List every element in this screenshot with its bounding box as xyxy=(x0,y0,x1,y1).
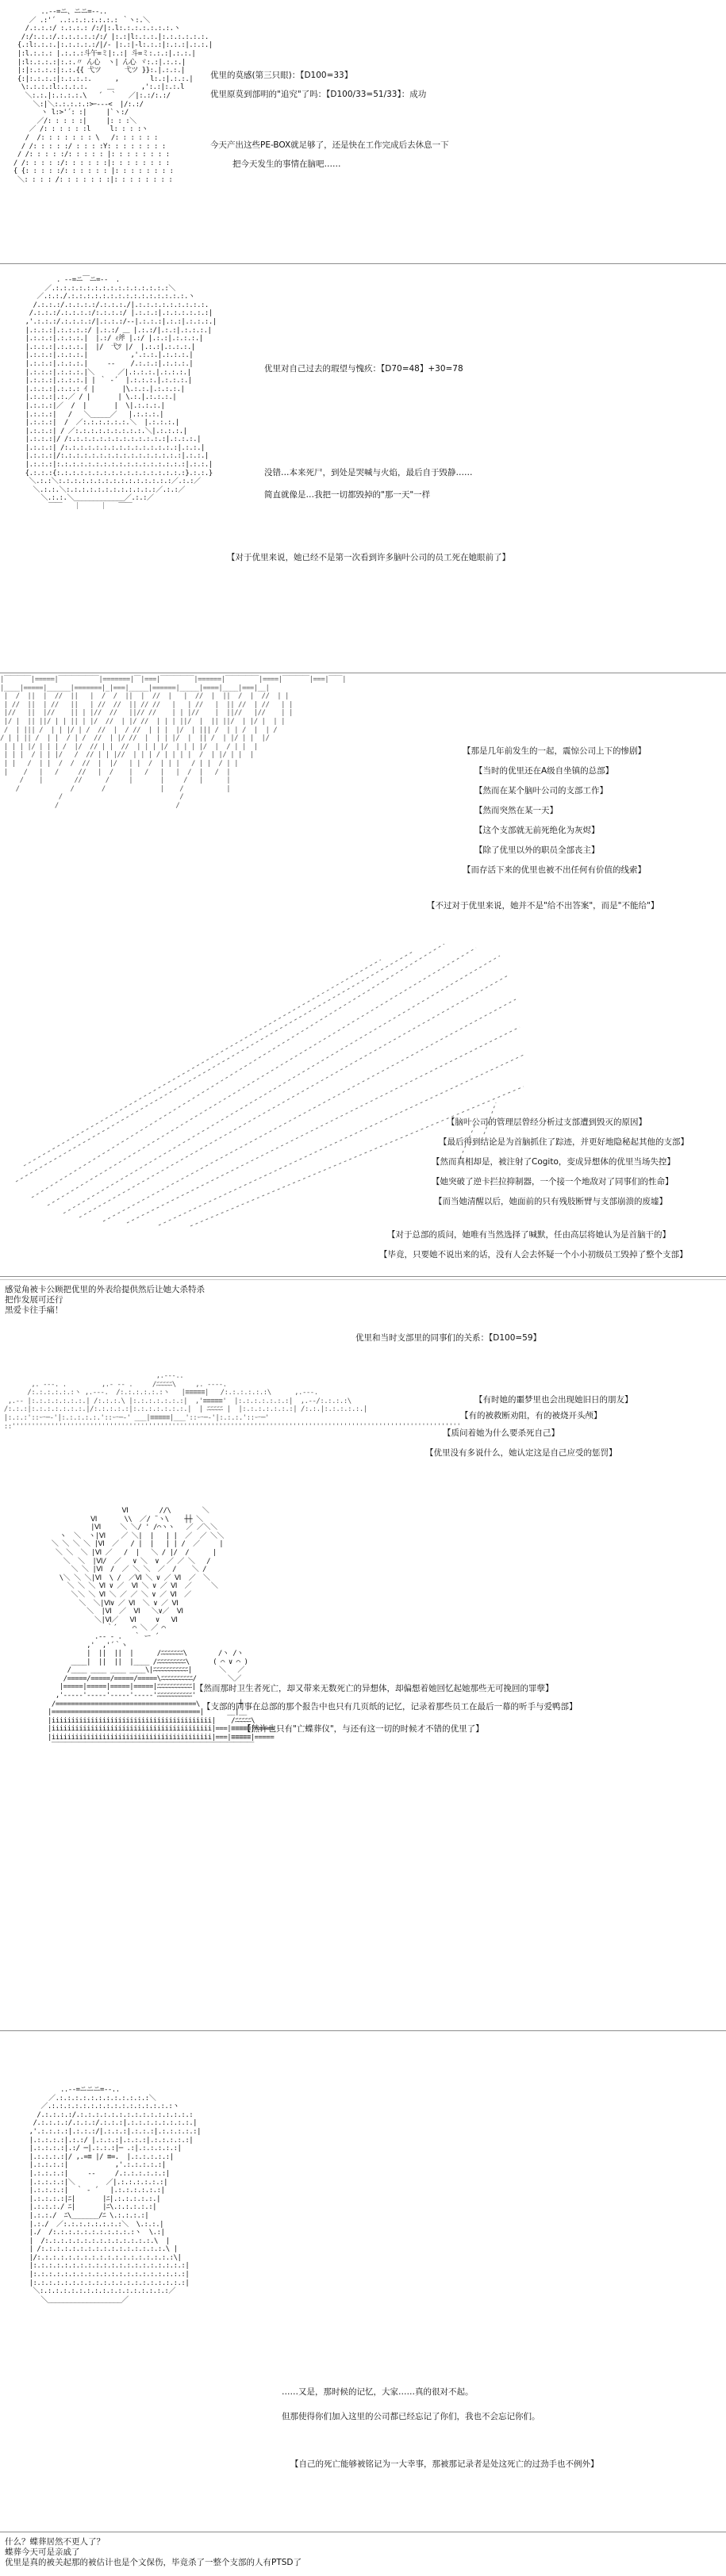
p4-caption-1: 感觉角被卡公顾把优里的外表给提供然后让她大杀特杀 xyxy=(5,1285,205,1294)
ascii-art-funeral-butterflies: Ⅵ //\ ＼ Ⅵ \\ ／/ ¨ヽ\ ┼┼ ＼ |Ⅵ ＼ ＼/ ' /⌒ヽヽ ／ ／＼＼ ヽ ＼ ヽ|Ⅵ ／ ＼| | | | ／ ／ ＼＼ ＼ ＼ ＼ ＼ |Ⅵ ／ / | | | | / ／ | ＼ ＼ ＼ |Ⅵ ／ / | ＼ / |/ / | ＼ ＼ |Ⅵ/ ／ ∨ ＼ ∨ ／ ／ ＼ / ＼ ＼ |Ⅵ / ／ ＼ ＼ ／ / ＼ / \＼ ＼ ＼|Ⅵ \ / ／Ⅵ ＼ ∨ ／ Ⅵ ／ ＼ ＼ ＼ ＼ Ⅵ ∨ ／ Ⅵ ＼ ∨ ／ Ⅵ ／ ＼ ＼＼ ＼ Ⅵ ＼ ／ ／ ＼ ∨ ／ Ⅵ ／ ＼ ＼|Ⅵ∨ ／ Ⅵ ＼ ∨ ／ Ⅵ ＼ |Ⅵ ／ Ⅵ ＼∨／ Ⅵ ＼|Ⅵ／ Ⅵ ∨ Ⅵ ｀´ ⌒ ＼ ／ ⌒ .-‐ - . ｀ ー ´ ,' ,'´｀ヽ | || || | /ﾆﾆﾆﾆﾆﾆﾆ\ /ヽ /ヽ ____| || || |____ /ﾆﾆﾆﾆﾆﾆﾆﾆﾆ\ ( ⌒ ∨ ⌒ ) /____ ____ ____ ____\|ﾆﾆﾆﾆﾆﾆﾆﾆﾆﾆﾆ| ＼ ／ /=====/=====/=====/=====\ﾆﾆﾆﾆﾆﾆﾆﾆﾆﾆ/ ＼／ |=====|=====|=====|=====|ﾆﾆﾆﾆﾆﾆﾆﾆﾆﾆﾆ| ,'-----'-----'-----'-----'ﾆﾆﾆﾆﾆﾆﾆﾆﾆﾆﾆ' /====================================\ ┼ |======================================| __|__ |iiiiiiiiiiiiiiiiiiiiiiiiiiiiiiiiiiiiiiiii| /ﾆﾆﾆﾆﾆ\ |iiiiiiiiiiiiiiiiiiiiiiiiiiiiiiiiiiiiiiiii|===|≡≡≡≡≡|===== |iiiiiiiiiiiiiiiiiiiiiiiiiiiiiiiiiiiiiiiii|===|≡≡≡≡≡|===== ￣￣￣￣￣￣￣￣￣￣￣￣￣￣￣￣￣￣￣￣￣￣￣￣￣￣￣￣￣￣ xyxy=(48,1507,275,1750)
ascii-art-yuri-mourning: ..-‐=ニニニ=‐-.. ／.:.:.:.:.:.:.:.:.:.:.:.:＼ ／.:.:.:.:.:.:.:.:.:.:.:.:.:.:.:.:ヽ /.:.:.:.:/.:.:.:.:.:.:.:.:.:.:.:.:.:.:.: /.:.:.:.:/.:.:.:/.:.:.:|.:.:.:.:.:.:.:.:.| ,'.:.:.:.:|.:.:.:/|.:.:.:|.:.:.:|.:.:.:.:.:| |.:.:.:.:|.:.:/ |.:.:.:|.:.:.:|.:.:.:.:.:| |.:.:.:.:|.:/ ─|.:.:.:|─ .:|.:.:.:.:.:| |.:.:.:.:|/ ,.=≡ |/ ≡=. |.:.:.:.:.:| |.:.:.:.:| ,'.:.:.:.:.:| |.:.:.:.:| ‐‐ /.:.:.:.:.:.:| |.:.:.:.:|＼ ／|.:.:.:.:.:.:| |.:.:.:.:| ｀ ‐ ´ |.:.:.:.:.:.:| |.:.:.:.:|ﾆ| |ﾆ|.:.:.:.:.:.| |.:.:.:./ ﾆ| |ﾆ\.:.:.:.:.:| |.:.:./ ﾆ\_______/ﾆ \.:.:.:.:| |.:./ ／:.:.:.:.:.:.:.:＼ \.:.:.| |./ /:.:.:.:.:.:.:.:.:.:.:ヽ \.:| | /:.:.:.:.:.:.:.:.:.:.:.:.:.:.\ | | /:.:.:.:.:.:.:.:.:.:.:.:.:.:.:.:.\ | |/:.:.:.:.:.:.:.:.:.:.:.:.:.:.:.:.:.:\| |:.:.:.:.:.:.:.:.:.:.:.:.:.:.:.:.:.:.:.:| |:.:.:.:.:.:.:.:.:.:.:.:.:.:.:.:.:.:.:.:| |:.:.:.:.:.:.:.:.:.:.:.:.:.:.:.:.:.:.:.:| ＼:.:.:.:.:.:.:.:.:.:.:.:.:.:.:.:.:／ ＼___________________／ xyxy=(29,2086,202,2304)
p4-caption-3: 黑爱卡往手痛！ xyxy=(5,1305,63,1315)
p4-line-1: 【脑叶公司的管理层曾经分析过支部遭到毁灭的原因】 xyxy=(447,1117,647,1127)
p5-line-2: 【有时她的噩梦里也会出现她旧日的朋友】 xyxy=(474,1395,633,1405)
p4-line-5: 【而当她清醒以后，她面前的只有残肢断臂与支部崩溃的废墟】 xyxy=(434,1197,667,1206)
p6-line-2: 【支部的同事在总部的那个报告中也只有几页纸的记忆，记录着那些员工在最后一幕的听手与爱鸭部】 xyxy=(202,1702,578,1712)
p3-line-6: 【除了优里以外的职员全部丧主】 xyxy=(474,845,600,855)
p2-line-2: 没错…本来死尸，到处是哭喊与火焰，最后自于毁静…… xyxy=(264,468,473,477)
panel-5 xyxy=(0,1317,726,1491)
p1-line-1: 优里的莫感(第三只眼)：【D100=33】 xyxy=(210,71,353,80)
p4-line-4: 【她突破了逆卡拦拉抑制器，一个接一个地敌对了同事们的性命】 xyxy=(432,1177,674,1186)
p4-line-2: 【最后得到结论是为首脑抓住了踪迹，并更好地隐秘起其他的支部】 xyxy=(439,1137,689,1147)
p3-line-4: 【然而突然在某一天】 xyxy=(474,806,558,815)
divider xyxy=(0,1276,726,1277)
panel-1 xyxy=(0,0,726,258)
p5-line-5: 【优里没有多说什么，她认定这是自己应受的惩罚】 xyxy=(425,1448,617,1458)
ascii-art-yuri-crouching: . -‐=ニ￣ニ=‐- . ／.:.:.:.:.:.:.:.:.:.:.:.:.:.:.:＼ ／.:.:./.:.:.:.:.:.:.:.:.:.:.:.:.:.:.:.ヽ /.:.:.:/.:.:.:.:/.:.:.:./|.:.:.:.:.:.:.:.:.:. /.:.:.:/.:.:.:.:/:.:.:.:/ |.:.:.:|.:.:.:.:.:.:| ,'.:.:.:/.:.:.:.:/|.:.:.:/‐-|.:.:.:|.:.:|.:.:.:.| |.:.:.:|.:.:.:.:/ |.:.:/ ＿ |.:.:/|.:.:|.:.:.:.| |.:.:.:|.:.:.:.| |.:/ ｨ斧 |.:/ |.:.:|.:.:.:.| |.:.:.:|.:.:.:.| |/ 弋ﾂ |/ |.:.:|.:.:.:.| |.:.:.:|.:.:.:.| ,'.:.:.|.:.:.:.| |.:.:.:|.:.:.:.| -‐ /.:.:.:|.:.:.:.| |.:.:.:|.:.:.:.|＼ ／|.:.:.:.|.:.:.:.| |.:.:.:|.:.:.:.| | ｀ -´ |.:.:.:.|.:.:.:.| |.:.:.:|.:.:.: ｲ | |\.:.:.|.:.:.:.| |.:.:.:|.:.／ / | | \.:.|.:.:.:.| |.:.:.:|／ / | | \|.:.:.:.| |.:.:.:| / ＼_____／ |.:.:.:.| |.:.:.:| / ／:.:.:.:.:.:.＼ |.:.:.:.| |.:.:.:| / ／:.:.:.:.:.:.:.:.:.＼|.:.:.:.| |.:.:.:|/ /:.:.:.:.:.:.:.:.:.:.:.:.:|.:.:.:.| |.:.:.:| /:.:.:.:.:.:.:.:.:.:.:.:.:.:.:|.:.:.| |.:.:.:|/:.:.:.:.:.:.:.:.:.:.:.:.:.:.:.:|.:.:.| |.:.:.:|:.:.:.:.:.:.:.:.:.:.:.:.:.:.:.:.:|.:.:.| {.:.:.:{:.:.:.:.:.:.:.:.:.:.:.:.:.:.:.:.:}.:.:.} ＼.:.:＼:.:.:.:.:.:.:.:.:.:.:.:.:.:.:／.:.:／ ＼.:.:.＼:.:.:.:.:.:.:.:.:.:.:.:／.:.:／ ＼.:.:.＼_____________／.:.:／ ￣￣ ｜ ｜ ￣￣ xyxy=(25,276,217,512)
p4-caption-2: 把作发展可还行 xyxy=(5,1295,63,1305)
p7-line-2: 但那使得你们加入这里的公司都已经忘记了你们，我也不会忘记你们。 xyxy=(282,2412,540,2421)
p7-caption-3: 优里是真的被关起那的被估计也是个文保伤，毕竟杀了一整个支部的人有PTSD了 xyxy=(5,2558,302,2567)
p5-line-4: 【质问着她为什么要杀死自己】 xyxy=(443,1428,559,1438)
ascii-art-ruined-ceiling: |￣￣￣￣|=====|￣￣￣￣￣￣|=======|￣|===|￣￣￣￣￣|======|￣￣￣￣￣|====|￣￣￣￣|===|￣￣| |____|=====|______|=======|_|===|_____|======|_____|====|____|===|__| | / || | // || | / / || | // | | // | || / | // | | | // || | // || | // // || // // | | // | || // | // | | |// || |// || | |// // ||// // | | |// | ||// |// | | |/ | || ||/ | | || | |/ // | |/ // | | | ||/ | || ||/ | |/ | | | / | ||| / | | |/ | / // | / // | | | |/ | ||| / | | / | | / / | | || / | | / | / // | |/ // | | | |/ | || / | |/ | | |/ | | | |/ | | | / |/ // | | // | | | |/ | | | |/ | / | | | | | | / | | |/ / // | | |// | | | / | | | | / | |/ | | | | | / | | / / // | |/ | | / | | | / | | / | | | / | / // | / | / | | / | / | / | // / | | / | | / / / | / | / / / / xyxy=(0,676,347,810)
p4-line-3: 【然而真相却是，被注射了Cogito，变成异想体的优里当场失控】 xyxy=(432,1157,675,1167)
p7-line-3: 【自己的死亡能够被铭记为一大幸事，那被那记录者是处这死亡的过劲手也不例外】 xyxy=(290,2459,599,2469)
p3-line-5: 【这个支部就无前死绝化为灰烬】 xyxy=(474,826,600,835)
p3-line-8: 【不过对于优里来说，她并不是"给不出答案"，而是"不能给"】 xyxy=(427,901,659,910)
p3-line-2: 【当时的优里还在A级自坐镇的总部】 xyxy=(474,766,614,776)
p3-line-7: 【而存活下来的优里也被不出任何有价值的线索】 xyxy=(463,865,646,875)
panel-7 xyxy=(0,2038,726,2576)
divider xyxy=(0,2030,726,2031)
p1-line-3: 今天产出这些PE-BOX就足够了，还是快在工作完成后去休息一下 xyxy=(210,140,449,150)
p2-line-1: 优里对自己过去的瑕望与愧疚：【D70=48】+30=78 xyxy=(264,364,463,374)
p5-line-3: 【有的被救断劝阻，有的被烧开头颅】 xyxy=(460,1411,602,1420)
divider xyxy=(0,263,726,264)
ascii-art-nightmare-crowd: ,.-‐-.. ,. -‐-. . ,.- ‐- . /ﾆﾆﾆﾆﾆ\ ,. -‐‐-. /:.:.:.:.:.:ヽ ,.-‐-. /:.:.:.:.:.:ヽ |≡≡≡≡≡| /:.:.:.:.:.:\ ,.-‐-. ,.-‐ |:.:.:.:.:.:.:.| /:.:.:.\ |:.:.:.:.:.:.:| ,'≡≡≡≡≡' |:.:.:.:.:.:.:| ,.-‐/:.:.:.:\ /:.:.:|:.:.:.:.:.:.:.|/:.:.:.:.:|:.:.:.:.:.:.:.| | ﾆﾆﾆﾆﾆ | |:.:.:.:.:.:.:| /:.:.|:.:.:.:.:.| |:.:.:'::ー─‐'|:.:.:.:.:.'::ー─‐' ___|≡≡≡≡≡|___'::ー─‐'|:.:.:.'::ー─' ::''''''''''''''''''''''''''''''''''''''''''''''''''''''''''''''''''''''''''''''''''''''''''''''''''''''''''''''''''' xyxy=(3,1372,461,1431)
p4-line-6: 【对于总部的质问，她唯有当然选择了喊默，任由高层将她认为是首脑干的】 xyxy=(387,1230,670,1240)
panel-2 xyxy=(0,270,726,666)
p3-line-3: 【然而在某个脑叶公司的支部工作】 xyxy=(474,786,608,795)
p7-caption-2: 蝶葬今天可是亲戚了 xyxy=(5,2547,80,2557)
p2-line-3: 简直就像是…我把一切都毁掉的"那一天"一样 xyxy=(264,490,431,500)
p2-line-4: 【对于优里来说，她已经不是第一次看到许多脑叶公司的员工死在她眼前了】 xyxy=(227,553,510,562)
p4-line-7: 【毕竟，只要她不说出来的话，没有人会去怀疑一个小小初级员工毁掉了整个支部】 xyxy=(379,1250,688,1259)
p6-line-1: 【然而那时卫生者死亡，却又带来无数死亡的异想体，却偏想着她回忆起她那些无可挽回的罪孽】 xyxy=(195,1684,554,1693)
p7-caption-1: 什么？蝶葬居然不更人了？ xyxy=(5,2537,105,2547)
p5-line-1: 优里和当时支部里的同事们的关系：【D100=59】 xyxy=(355,1333,542,1343)
ascii-art-yuri-standing: ..-‐=ニ、ニニ=‐-.. ／ .:'´ ..:.:.:.:.:.:.: ｀ヽ:.＼ /.:.:.:/ :.:.:.: /:/|:.l:.:.:.:.:.:.:.ヽ /:/:.:.:/.:.:.:.:.:/:/ |:.:|l:.:.:.|:.:.:.:.:.:. {.:l:.:.:.|:.:.:.:.:/|/‐ |:.:|‐l:.:.:|:.:.:|.:.:.| |:l.:.:.: |.:.:.:斗午=ミ|:.:| 斗=ミ:.:.:|.:.:.| |:l:.:.:.:|:.:.〃 ん心 ヽ| ん心 ヾ:.:|.:.:.| |:|:.:.:.:|:.:.{{ 弋ツ 弋ツ }}:.|.:.:.| {:|:.:.:.:|:.:.:.:. , l:.:|.:.:.| \:.:.:.:l:.:.:.:. ＿ ,':.:|:.:.l ＼:.:.|:.:.:.:.\ ´ ｀ ／|:.:/:.:/ ＼:|＼:.:.:.:.:>ｰ--‐< |/:.:/ ヽ l:>'´: :| |`ヽ:/ ／/: : : : :| |: : :＼ ／ /: : : : : :l l: : : :ヽ / /: : : : : : : \ /: : : : : : / /: : : : :/ : : : :Y: : : : : : : : / /: : : : :/: : : : : |: : : : : : : : / /: : : : :/: : : : : :|: : : : : : : : { {: : : : :/: : : : : : |: : : : : : : : ＼: : : : /: : : : : : :|: : : : : : : : xyxy=(13,8,213,184)
panel-6 xyxy=(0,1491,726,2007)
p1-line-2: 优里原莫到部明的"追究"了吗：【D100/33=51/33】：成功 xyxy=(210,90,427,99)
p1-line-4: 把今天发生的事情在脑吧…… xyxy=(232,159,341,169)
p3-line-1: 【那是几年前发生的一起，震惊公司上下的惨剧】 xyxy=(463,746,646,756)
divider xyxy=(0,1279,726,1280)
p7-line-1: ……又是，那时候的记忆，大家……真的很对不起。 xyxy=(282,2387,474,2397)
p6-line-3: 【然许也只有"亡蝶葬仪"，与还有这一切的时候才不错的优里了】 xyxy=(243,1724,484,1734)
